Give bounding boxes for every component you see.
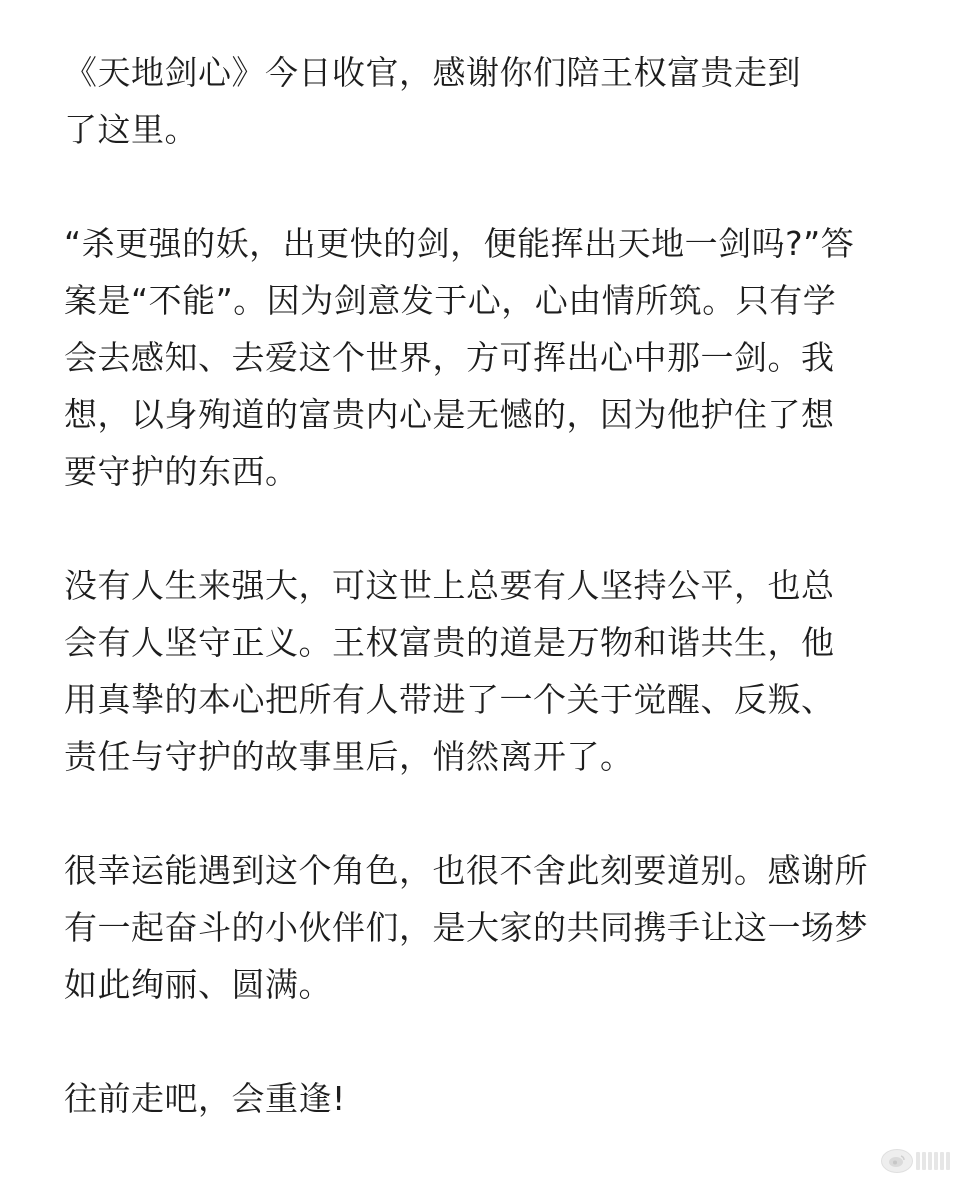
paragraph-5: 往前走吧，会重逢! bbox=[64, 1079, 346, 1118]
paragraph-4: 很幸运能遇到这个角色，也很不舍此刻要道别。感谢所有一起奋斗的小伙伴们，是大家的共同携手让这一场梦如此绚丽、圆满。 bbox=[64, 851, 868, 1004]
watermark bbox=[881, 1149, 950, 1173]
paragraph-3: 没有人生来强大，可这世上总要有人坚持公平，也总会有人坚守正义。王权富贵的道是万物和谐共生，他用真挚的本心把所有人带进了一个关于觉醒、反叛、责任与守护的故事里后，悄然离开了。 bbox=[64, 566, 835, 776]
paragraph-2: “杀更强的妖，出更快的剑，便能挥出天地一剑吗?”答案是“不能”。因为剑意发于心，心由情所筑。只有学会去感知、去爱这个世界，方可挥出心中那一剑。我想，以身殉道的富贵内心是无憾的，因为他护住了想要守护的东西。 bbox=[64, 224, 855, 491]
weibo-logo-icon bbox=[881, 1149, 913, 1173]
watermark-bars bbox=[916, 1152, 950, 1170]
paragraph-1: 《天地剑心》今日收官，感谢你们陪王权富贵走到了这里。 bbox=[64, 53, 801, 149]
post-body bbox=[64, 44, 894, 1127]
